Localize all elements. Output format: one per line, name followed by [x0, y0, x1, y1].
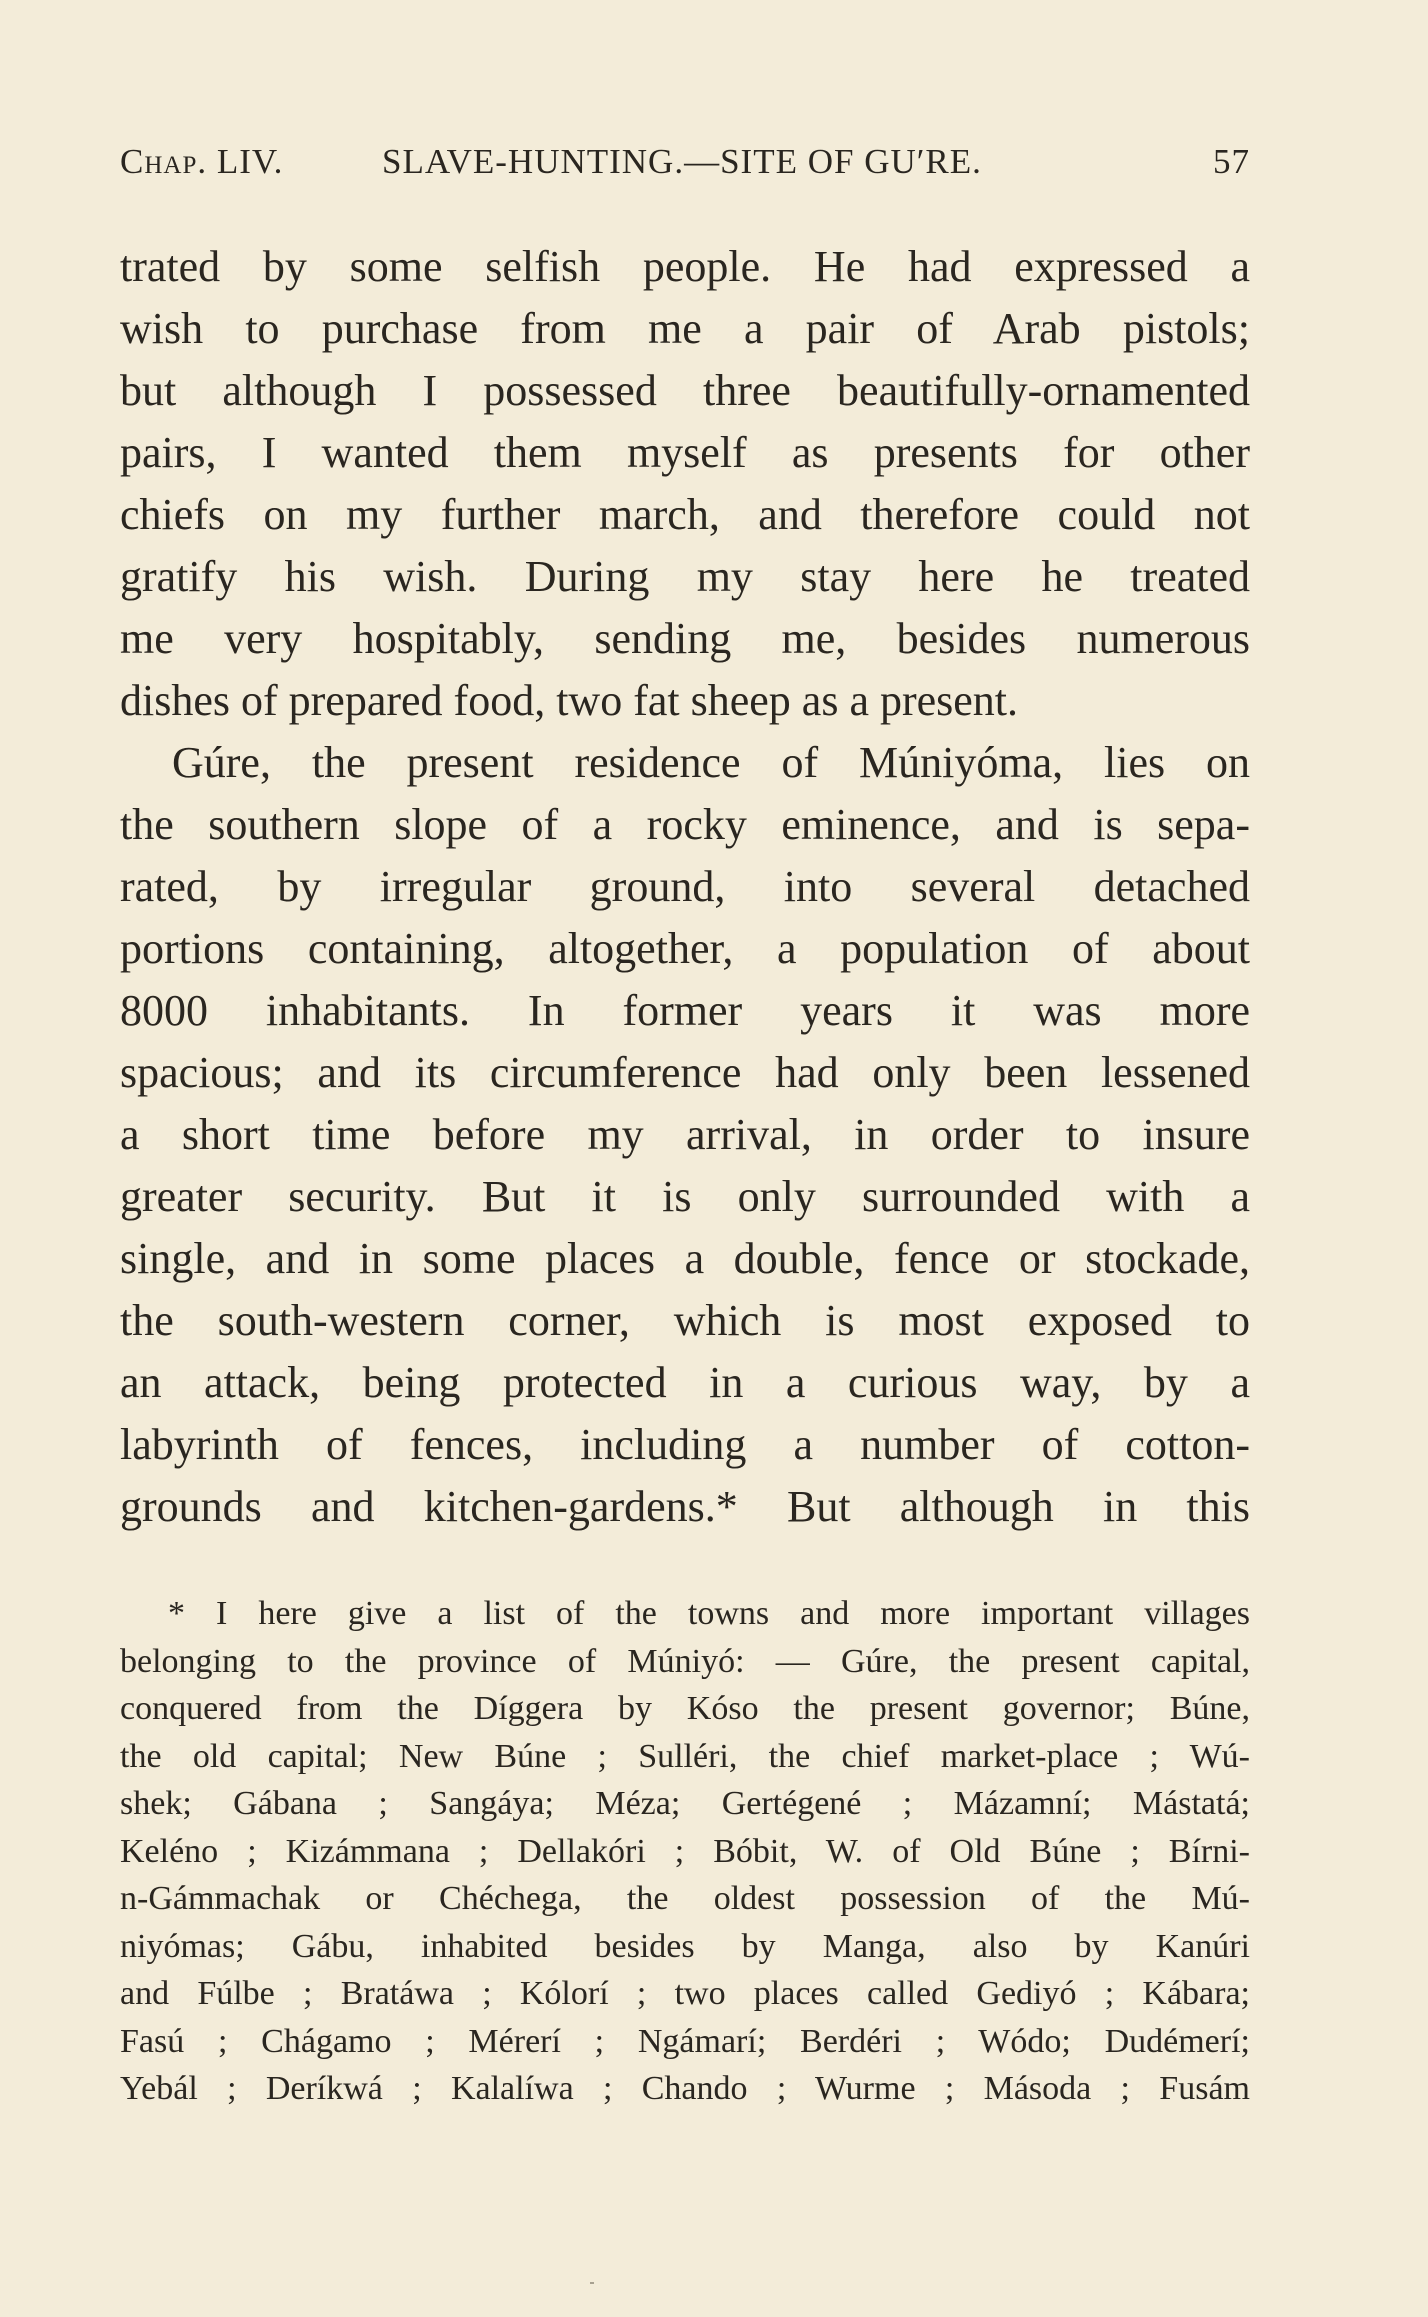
footnote-line: and Fúlbe ; Bratáwa ; Kólorí ; two places called Gediyó ; Kábara; [120, 1975, 1250, 2012]
footnote-line: conquered from the Díggera by Kóso the present governor; Búne, [120, 1690, 1250, 1727]
footnote-line: Yebál ; Deríkwá ; Kalalíwa ; Chando ; Wurme ; Másoda ; Fusám [120, 2070, 1250, 2107]
text-line: grounds and kitchen-gardens.* But although in this [120, 1482, 1250, 1531]
text-line: trated by some selfish people. He had expressed a [120, 242, 1250, 291]
text-line: chiefs on my further march, and therefore could not [120, 490, 1250, 539]
footnote-line: the old capital; New Búne ; Sulléri, the chief market-place ; Wú- [120, 1737, 1250, 1775]
footnote-line: Fasú ; Chágamo ; Mérerí ; Ngámarí; Berdéri ; Wódo; Dudémerí; [120, 2022, 1250, 2060]
footnote-line: * I here give a list of the towns and more important villages [168, 1595, 1250, 1632]
running-title: SLAVE-HUNTING.—SITE OF GU′RE. [382, 142, 982, 181]
footnote-line: niyómas; Gábu, inhabited besides by Manga, also by Kanúri [120, 1927, 1250, 1965]
page-speck [590, 2282, 594, 2284]
text-line: an attack, being protected in a curious way, by a [120, 1358, 1250, 1407]
footnote-line: n-Gámmachak or Chéchega, the oldest possession of the Mú- [120, 1880, 1250, 1917]
main-text [120, 236, 1250, 1538]
running-header [120, 142, 1250, 192]
text-line: dishes of prepared food, two fat sheep as a present. [120, 676, 1019, 725]
text-line: me very hospitably, sending me, besides numerous [120, 614, 1250, 663]
text-line: single, and in some places a double, fence or stockade, [120, 1234, 1250, 1283]
footnote [120, 1590, 1250, 2113]
footnote-line: Keléno ; Kizámmana ; Dellakóri ; Bóbit, W. of Old Búne ; Bírni- [120, 1832, 1250, 1870]
text-line: gratify his wish. During my stay here he treated [120, 552, 1250, 601]
text-line: the southern slope of a rocky eminence, and is sepa- [120, 800, 1250, 849]
text-line: 8000 inhabitants. In former years it was more [120, 986, 1250, 1035]
page-number: 57 [1213, 142, 1250, 181]
text-line: spacious; and its circumference had only been lessened [120, 1048, 1250, 1097]
text-line: the south-western corner, which is most exposed to [120, 1296, 1250, 1345]
footnote-line: belonging to the province of Múniyó: — Gúre, the present capital, [120, 1642, 1250, 1680]
text-line: a short time before my arrival, in order to insure [120, 1110, 1250, 1159]
text-line: portions containing, altogether, a population of about [120, 924, 1250, 973]
text-line: but although I possessed three beautifully-ornamented [120, 366, 1250, 415]
text-line: greater security. But it is only surrounded with a [120, 1172, 1250, 1221]
footnote-line: shek; Gábana ; Sangáya; Méza; Gertégené ; Mázamní; Mástatá; [120, 1785, 1250, 1822]
text-line: rated, by irregular ground, into several detached [120, 862, 1250, 911]
text-line: labyrinth of fences, including a number of cotton- [120, 1420, 1250, 1469]
text-line: pairs, I wanted them myself as presents for other [120, 428, 1250, 477]
text-line: wish to purchase from me a pair of Arab pistols; [120, 304, 1250, 353]
chapter-label: Chap. LIV. [120, 142, 284, 181]
text-line: Gúre, the present residence of Múniyóma, lies on [172, 738, 1250, 787]
